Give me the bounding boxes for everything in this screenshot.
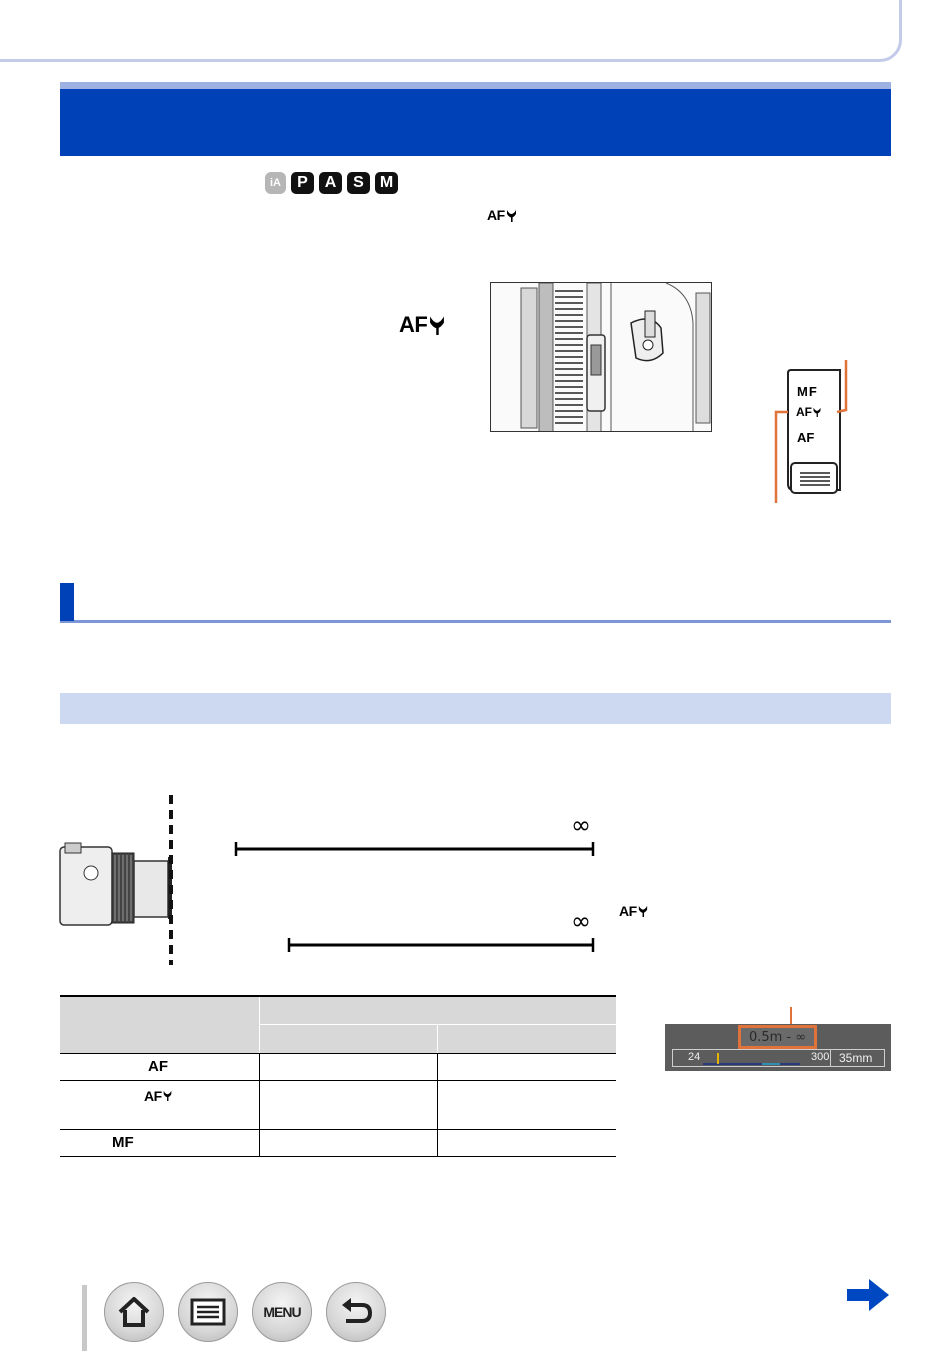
af-macro-inline-text: AF [487, 207, 505, 223]
macro-flower-icon [505, 209, 518, 222]
macro-flower-icon [162, 1090, 173, 1101]
home-icon [116, 1295, 152, 1329]
focus-range-af [234, 838, 596, 858]
lcd-focus-range-text: 0.5m - ∞ [748, 1029, 807, 1045]
infinity-symbol: ∞ [571, 907, 591, 935]
table-cell [260, 1053, 438, 1080]
infinity-symbol: ∞ [571, 811, 591, 839]
table-header-cell [260, 996, 617, 1024]
lcd-zoom-end: 300 [811, 1051, 830, 1063]
menu-button-label: MENU [263, 1304, 301, 1320]
lcd-callout-line [790, 1007, 792, 1025]
mode-m-icon: M [375, 172, 398, 194]
table-row-label: AF [60, 1053, 260, 1080]
lcd-zoom-start: 24 [688, 1051, 701, 1063]
focus-range-af-macro [287, 934, 596, 954]
recording-mode-icons [265, 171, 398, 195]
af-macro-callout [399, 312, 447, 338]
table-cell [260, 1129, 438, 1156]
contents-button[interactable] [178, 1282, 238, 1342]
table-row-label: AF [144, 1087, 162, 1104]
lcd-focal-length: 35mm [839, 1051, 873, 1065]
table-cell [260, 1080, 438, 1129]
nav-divider [82, 1285, 87, 1351]
table-cell [438, 1053, 617, 1080]
lcd-zoom-range [762, 1063, 780, 1065]
table-row-label-cell [60, 1080, 260, 1129]
section-title-bar [60, 82, 891, 156]
back-button[interactable] [326, 1282, 386, 1342]
table-cell [438, 1129, 617, 1156]
lcd-divider [830, 1049, 831, 1067]
macro-flower-icon [427, 315, 447, 335]
table-header-cell [60, 996, 260, 1053]
macro-flower-icon [637, 905, 649, 917]
focus-mode-switch [760, 355, 860, 505]
table-header-cell [438, 1024, 617, 1053]
menu-button[interactable] [252, 1282, 312, 1342]
table-cell [438, 1080, 617, 1129]
af-macro-range-label-text: AF [619, 903, 637, 919]
macro-flower-icon [812, 407, 822, 417]
table-row [60, 1129, 616, 1156]
af-macro-range-label [619, 903, 649, 919]
subsection-bar [60, 693, 891, 724]
list-icon [190, 1298, 226, 1326]
table-row [60, 1053, 616, 1080]
lcd-focus-range-highlight [738, 1025, 817, 1049]
table-row-label: MF [60, 1129, 260, 1156]
camera-front-illustration [55, 795, 185, 965]
camera-focus-switch-photo [490, 282, 712, 432]
mode-a-icon: A [319, 172, 342, 194]
af-macro-callout-text: AF [399, 312, 428, 337]
switch-position-af-macro-text: AF [796, 405, 812, 419]
section-heading [60, 583, 891, 623]
mode-p-icon: P [291, 172, 314, 194]
switch-position-mf: MF [797, 384, 818, 399]
focus-range-table [60, 995, 616, 1157]
table-header-cell [260, 1024, 438, 1053]
page-frame [0, 0, 902, 62]
mode-s-icon: S [347, 172, 370, 194]
back-arrow-icon [338, 1297, 374, 1327]
table-row [60, 1080, 616, 1129]
af-macro-inline [487, 207, 518, 223]
table-header-row [60, 996, 616, 1024]
home-button[interactable] [104, 1282, 164, 1342]
section-heading-marker [60, 583, 74, 621]
next-page-button[interactable] [845, 1278, 891, 1312]
switch-position-af: AF [797, 430, 815, 445]
lcd-zoom-marker [717, 1053, 719, 1064]
right-arrow-icon [845, 1278, 891, 1312]
lcd-display-sample [665, 1024, 891, 1071]
mode-ia-icon: iA [265, 172, 286, 194]
switch-position-af-macro [796, 405, 822, 419]
